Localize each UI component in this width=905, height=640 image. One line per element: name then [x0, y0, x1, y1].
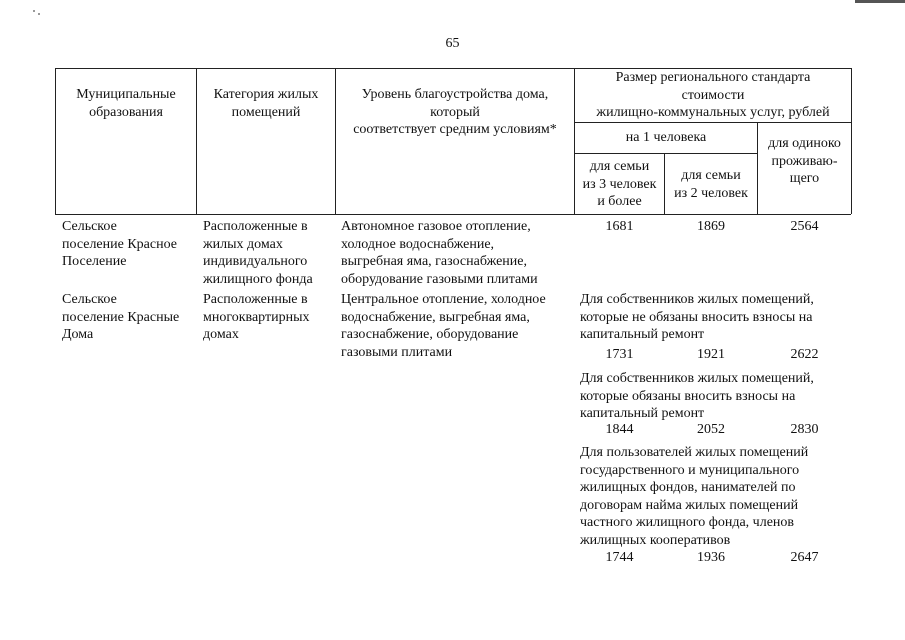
group2-value-family3: 1844	[605, 422, 634, 437]
header-bottom-border	[55, 214, 851, 215]
row2-municipality: Сельское поселение Красные Дома	[62, 292, 180, 342]
row1-value-family2: 1869	[697, 219, 725, 234]
group3-value-single: 2647	[790, 550, 819, 565]
group1-note: Для собственников жилых помещений, которые не обязаны вносить взносы на капитальный ремонт	[580, 292, 814, 342]
group2-note: Для собственников жилых помещений, которые обязаны вносить взносы на капитальный ремонт	[580, 371, 814, 421]
standard-subheader-border	[574, 122, 851, 123]
header-per-person: на 1 человека	[625, 130, 707, 145]
header-standard: Размер регионального стандарта стоимости жилищно-коммунальных услуг, рублей	[596, 70, 830, 120]
group1-value-single: 2622	[790, 347, 819, 362]
header-category: Категория жилых помещений	[213, 87, 319, 120]
row2-category: Расположенные в многоквартирных домах	[203, 292, 310, 342]
header-family3: для семьи из 3 человек и более	[582, 159, 657, 209]
group1-value-family2: 1921	[697, 347, 725, 362]
table-right-border	[851, 68, 852, 214]
page-number: 65	[445, 36, 460, 51]
row1-value-single: 2564	[790, 219, 819, 234]
per-person-subheader-border	[574, 153, 757, 154]
scan-speck	[38, 13, 40, 15]
header-family2: для семьи из 2 человек	[674, 168, 748, 201]
group3-note: Для пользователей жилых помещений государственного и муниципального жилищных фондов, нанимателей по договорам найма жилых помещений частного жилищного фонда, членов жилищных кооперативов	[580, 445, 809, 548]
group2-value-single: 2830	[790, 422, 819, 437]
group3-value-family3: 1744	[605, 550, 634, 565]
group3-value-family2: 1936	[697, 550, 725, 565]
group2-value-family2: 2052	[697, 422, 725, 437]
row1-value-family3: 1681	[605, 219, 634, 234]
row2-level: Центральное отопление, холодное водоснабжение, выгребная яма, газоснабжение, оборудование газовыми плитами	[341, 292, 546, 360]
header-single: для одиноко проживаю- щего	[768, 136, 841, 186]
row1-municipality: Сельское поселение Красное Поселение	[62, 219, 177, 269]
group1-value-family3: 1731	[605, 347, 634, 362]
scan-speck	[33, 10, 35, 12]
header-level: Уровень благоустройства дома, который соответствует средним условиям*	[353, 87, 557, 137]
row1-level: Автономное газовое отопление, холодное водоснабжение, выгребная яма, газоснабжение, оборудование газовыми плитами	[341, 219, 538, 287]
scan-artifact	[855, 0, 905, 3]
row1-category: Расположенные в жилых домах индивидуального жилищного фонда	[203, 219, 313, 287]
header-municipality: Муниципальные образования	[76, 87, 176, 120]
